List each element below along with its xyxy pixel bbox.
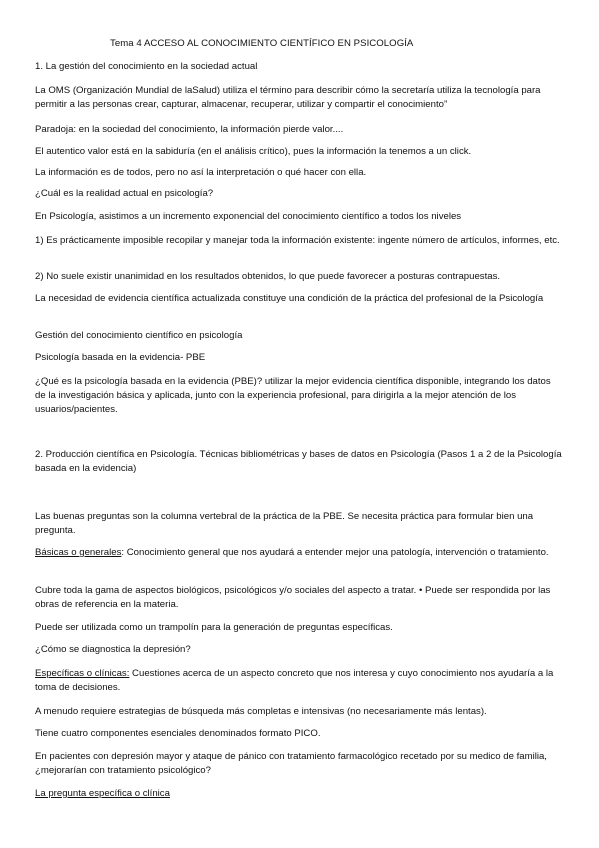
paragraph-buenas-preguntas: Las buenas preguntas son la columna vertebral de la práctica de la PBE. Se necesita práctica para formular bien una pregunta. [35, 511, 534, 537]
paragraph-realidad: ¿Cuál es la realidad actual en psicología? [35, 188, 214, 199]
paragraph-pregunta-especifica: La pregunta específica o clínica [35, 788, 170, 799]
paragraph-paradoja: Paradoja: en la sociedad del conocimiento, la información pierde valor.... [35, 124, 344, 135]
paragraph-necesidad: La necesidad de evidencia científica actualizada constituye una condición de la práctica del profesional de la Psicología [35, 293, 544, 304]
basicas-text: : Conocimiento general que nos ayudará a entender mejor una patología, intervención o tratamiento. [121, 547, 549, 558]
especificas-label: Específicas o clínicas: [35, 668, 130, 679]
paragraph-cubre: Cubre toda la gama de aspectos biológicos, psicológicos y/o sociales del aspecto a tratar. • Puede ser respondida por las obras de referencia en la materia. [35, 585, 551, 611]
paragraph-pbe: Psicología basada en la evidencia- PBE [35, 352, 206, 363]
paragraph-pacientes: En pacientes con depresión mayor y ataque de pánico con tratamiento farmacológico recetado por su medico de familia, ¿mejorarían con tratamiento psicológico? [35, 751, 547, 777]
paragraph-que-es-pbe: ¿Qué es la psicología basada en la evidencia (PBE)? utilizar la mejor evidencia científica disponible, integrando los datos de la investigación básica y aplicada, junto con la experiencia profesional, para dirigirla a la mejor atención de los usuarios/pacientes. [35, 376, 551, 416]
paragraph-incremento: En Psicología, asistimos a un incremento exponencial del conocimiento científico a todos los niveles [35, 211, 462, 222]
paragraph-trampolin: Puede ser utilizada como un trampolín para la generación de preguntas específicas. [35, 622, 393, 633]
paragraph-imposible: 1) Es prácticamente imposible recopilar y manejar toda la información existente: ingente número de artículos, informes, etc. [35, 235, 560, 246]
paragraph-basicas [35, 546, 563, 560]
paragraph-unanimidad: 2) No suele existir unanimidad en los resultados obtenidos, lo que puede favorecer a posturas contrapuestas. [35, 271, 501, 282]
paragraph-menudo: A menudo requiere estrategias de búsqueda más completas e intensivas (no necesariamente más lentas). [35, 706, 487, 717]
document-title: Tema 4 ACCESO AL CONOCIMIENTO CIENTÍFICO EN PSICOLOGÍA [110, 38, 414, 49]
paragraph-gestion: Gestión del conocimiento científico en psicología [35, 330, 243, 341]
paragraph-pico: Tiene cuatro componentes esenciales denominados formato PICO. [35, 728, 321, 739]
basicas-label: Básicas o generales [35, 547, 122, 558]
section-2-heading: 2. Producción científica en Psicología. Técnicas bibliométricas y bases de datos en Psicología (Pasos 1 a 2 de la Psicología basada en la evidencia) [35, 449, 562, 475]
paragraph-informacion: La información es de todos, pero no así la interpretación o qué hacer con ella. [35, 167, 367, 178]
paragraph-autentico: El autentico valor está en la sabiduría (en el análisis crítico), pues la información la tenemos a un click. [35, 146, 472, 157]
section-1-heading: 1. La gestión del conocimiento en la sociedad actual [35, 61, 258, 72]
especificas-text: Cuestiones acerca de un aspecto concreto que nos interesa y cuyo conocimiento nos ayudaría a la toma de decisiones. [35, 668, 554, 694]
paragraph-especificas [35, 667, 563, 695]
paragraph-diagnostica: ¿Cómo se diagnostica la depresión? [35, 644, 191, 655]
paragraph-oms: La OMS (Organización Mundial de laSalud) utiliza el término para describir cómo la secretaría utiliza la tecnología para permitir a las personas crear, capturar, almacenar, recuperar, utilizar y compartir el conocimiento” [35, 85, 541, 111]
